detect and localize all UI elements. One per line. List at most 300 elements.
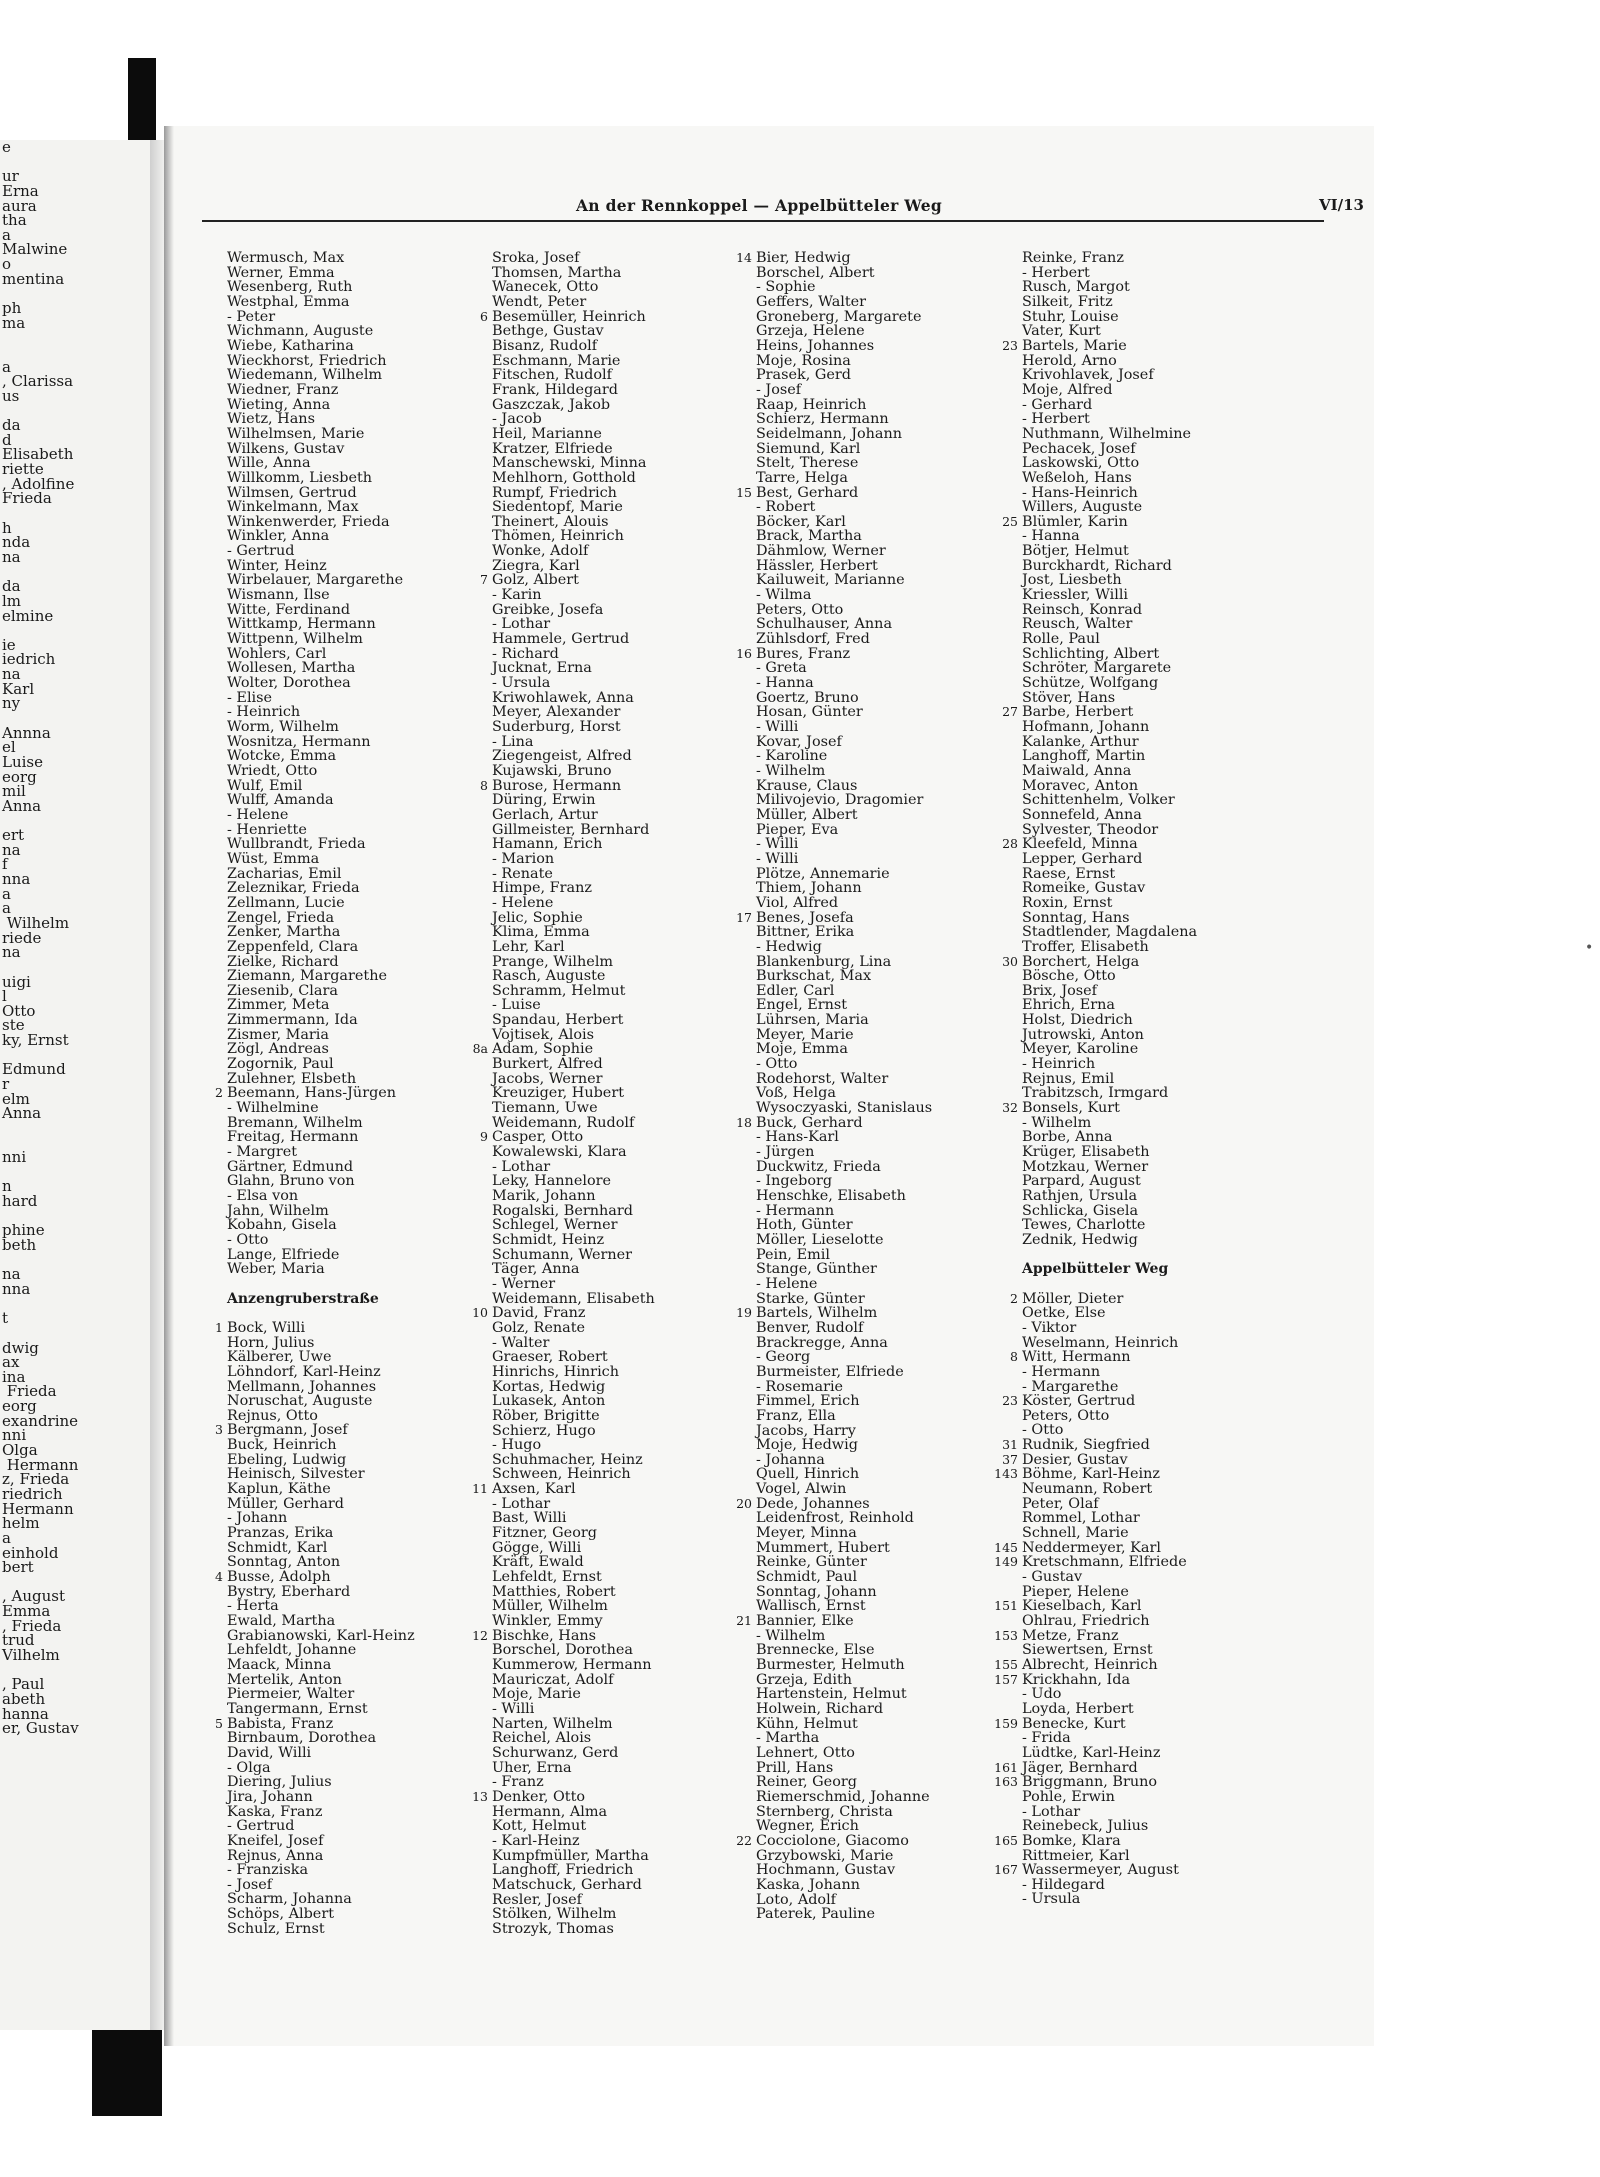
resident-name: Rittmeier, Karl	[1022, 1847, 1130, 1864]
resident-entry	[227, 1130, 415, 1145]
resident-name: - Richard	[492, 645, 559, 662]
resident-entry	[1022, 691, 1197, 706]
resident-name: Noruschat, Auguste	[227, 1393, 373, 1410]
resident-name: - Hugo	[492, 1437, 542, 1454]
resident-entry	[492, 1204, 655, 1219]
resident-name: Schlegel, Werner	[492, 1217, 618, 1234]
house-number: 12	[472, 1627, 488, 1643]
resident-name: Kailuweit, Marianne	[756, 572, 905, 589]
left-page-line: riette	[2, 460, 44, 479]
resident-entry	[1002, 1393, 1197, 1410]
resident-name: Jacobs, Werner	[492, 1070, 603, 1087]
resident-name: Blümler, Karin	[1022, 513, 1128, 530]
resident-entry	[756, 1130, 932, 1145]
resident-name: Bergmann, Josef	[227, 1422, 348, 1439]
resident-entry	[227, 573, 415, 588]
resident-entry	[492, 1849, 655, 1864]
resident-name: Schulhauser, Anna	[756, 616, 893, 633]
scan-border-top-left	[128, 58, 156, 144]
resident-name: Tangermann, Ernst	[227, 1700, 368, 1717]
left-page-line: mentina	[2, 269, 65, 288]
resident-entry	[1022, 867, 1197, 882]
resident-entry	[1022, 984, 1197, 999]
resident-entry	[227, 1101, 415, 1116]
resident-entry	[1022, 1892, 1197, 1907]
resident-entry	[756, 632, 932, 647]
resident-name: - Wilhelm	[756, 1627, 826, 1644]
resident-name: Adam, Sophie	[492, 1041, 594, 1058]
resident-name: Hochmann, Gustav	[756, 1862, 896, 1879]
resident-entry	[227, 1775, 415, 1790]
resident-name: Wegner, Erich	[756, 1818, 859, 1835]
resident-entry	[472, 1627, 655, 1644]
resident-name: Gerlach, Artur	[492, 806, 598, 823]
resident-entry	[492, 1394, 655, 1409]
resident-name: Zengel, Frieda	[227, 909, 335, 926]
resident-name: Scharm, Johanna	[227, 1891, 352, 1908]
left-page-line: ph	[2, 299, 22, 318]
resident-entry	[756, 1086, 932, 1101]
resident-entry	[480, 308, 655, 325]
resident-name: Grzeja, Edith	[756, 1671, 853, 1688]
resident-name: Borbe, Anna	[1022, 1129, 1113, 1146]
resident-entry	[227, 632, 415, 647]
resident-name: Jelic, Sophie	[492, 909, 583, 926]
resident-entry	[756, 544, 932, 559]
resident-name: Stöver, Hans	[1022, 689, 1116, 706]
left-page-line: Hermann	[2, 1499, 74, 1518]
left-page-line: , August	[2, 1587, 66, 1606]
resident-entry	[1022, 764, 1197, 779]
house-number: 17	[736, 909, 752, 925]
resident-entry	[994, 1656, 1197, 1673]
resident-entry	[492, 1555, 655, 1570]
resident-name: Thomsen, Martha	[492, 264, 622, 281]
resident-name: Prasek, Gerd	[756, 367, 852, 384]
resident-name: - Martha	[756, 1730, 820, 1747]
resident-name: Peter, Olaf	[1022, 1495, 1099, 1512]
resident-name: Ziesenib, Clara	[227, 982, 338, 999]
house-number: 8	[480, 777, 488, 793]
house-number: 22	[736, 1832, 752, 1848]
resident-name: Siedentopf, Marie	[492, 499, 623, 516]
resident-entry	[492, 1189, 655, 1204]
resident-name: - Hans-Heinrich	[1022, 484, 1138, 501]
left-page-line: , Adolfine	[2, 474, 75, 493]
resident-name: Bystry, Eberhard	[227, 1583, 351, 1600]
resident-entry	[492, 1819, 655, 1834]
resident-entry	[756, 1467, 932, 1482]
resident-entry	[1002, 953, 1197, 970]
resident-name: Rolle, Paul	[1022, 631, 1100, 648]
resident-name: Piermeier, Walter	[227, 1686, 355, 1703]
resident-name: - Greta	[756, 660, 807, 677]
resident-name: Pieper, Eva	[756, 821, 839, 838]
resident-entry	[227, 368, 415, 383]
resident-entry	[756, 705, 932, 720]
house-number: 20	[736, 1495, 752, 1511]
resident-entry	[492, 1072, 655, 1087]
resident-entry	[227, 1248, 415, 1263]
resident-entry	[756, 779, 932, 794]
resident-entry	[492, 1863, 655, 1878]
resident-entry	[227, 383, 415, 398]
resident-entry	[492, 383, 655, 398]
page-number: VI/13	[1318, 196, 1364, 214]
resident-name: Westphal, Emma	[227, 293, 350, 310]
resident-name: Wassermeyer, August	[1022, 1862, 1179, 1879]
resident-name: Weidemann, Elisabeth	[492, 1290, 655, 1307]
resident-entry	[756, 925, 932, 940]
resident-name: Hamann, Erich	[492, 836, 603, 853]
resident-name: Bomke, Klara	[1022, 1832, 1121, 1849]
resident-entry	[492, 837, 655, 852]
resident-entry	[492, 1643, 655, 1658]
resident-name: David, Willi	[227, 1744, 312, 1761]
resident-name: - Wilhelm	[756, 762, 826, 779]
house-number: 163	[994, 1774, 1018, 1790]
resident-entry	[756, 969, 932, 984]
resident-name: Weßeloh, Hans	[1022, 469, 1132, 486]
resident-entry	[227, 911, 415, 926]
resident-name: Zögl, Andreas	[227, 1041, 329, 1058]
resident-entry	[756, 456, 932, 471]
resident-entry	[227, 1057, 415, 1072]
left-page-line: Anna	[2, 796, 42, 815]
house-number: 16	[736, 645, 752, 661]
resident-entry	[480, 572, 655, 589]
resident-entry	[1022, 1849, 1197, 1864]
house-number: 5	[215, 1715, 223, 1731]
resident-name: Raese, Ernst	[1022, 865, 1116, 882]
resident-name: Vojtisek, Alois	[492, 1026, 594, 1043]
house-number: 25	[1002, 513, 1018, 529]
resident-name: - Ingeborg	[756, 1173, 833, 1190]
house-number: 37	[1002, 1451, 1018, 1467]
resident-name: - Willi	[756, 719, 799, 735]
resident-entry	[756, 1775, 932, 1790]
left-page-line: Olga	[2, 1441, 38, 1460]
resident-name: Wohlers, Carl	[227, 645, 327, 662]
resident-entry	[492, 1277, 655, 1292]
resident-name: Lührsen, Maria	[756, 1012, 869, 1029]
resident-name: Stange, Günther	[756, 1261, 877, 1278]
left-page-line: Anna	[2, 1104, 42, 1123]
resident-name: Kujawski, Bruno	[492, 762, 612, 779]
left-page-line: r	[2, 1075, 10, 1093]
house-number: 165	[994, 1832, 1018, 1848]
resident-name: Schmidt, Karl	[227, 1539, 328, 1556]
resident-entry	[492, 705, 655, 720]
resident-name: Lukasek, Anton	[492, 1393, 606, 1410]
resident-name: Blankenburg, Lina	[756, 953, 892, 970]
resident-name: Milivojevio, Dragomier	[756, 792, 924, 809]
resident-entry	[994, 1715, 1197, 1732]
resident-name: Willkomm, Liesbeth	[227, 469, 373, 486]
resident-entry	[1022, 617, 1197, 632]
resident-name: Witt, Hermann	[1022, 1349, 1131, 1366]
resident-entry	[492, 486, 655, 501]
left-page-line: ur	[2, 167, 19, 186]
resident-entry	[756, 1541, 932, 1556]
resident-entry	[492, 940, 655, 955]
resident-name: - Karoline	[756, 748, 828, 765]
resident-name: - Heinrich	[227, 704, 301, 721]
resident-entry	[227, 661, 415, 676]
resident-name: Weselmann, Heinrich	[1022, 1334, 1179, 1351]
resident-name: Böcker, Karl	[756, 513, 846, 530]
resident-entry	[492, 1218, 655, 1233]
resident-name: Seidelmann, Johann	[756, 425, 903, 442]
left-page-line: lm	[2, 591, 22, 610]
resident-name: Wismann, Ilse	[227, 587, 330, 604]
house-number: 28	[1002, 836, 1018, 852]
resident-name: Jost, Liesbeth	[1022, 572, 1122, 589]
resident-entry	[492, 1731, 655, 1746]
resident-name: - Lothar	[492, 1495, 551, 1512]
directory-column-2	[472, 250, 655, 1937]
resident-entry	[227, 1834, 415, 1849]
resident-name: Schlicka, Gisela	[1022, 1202, 1139, 1219]
resident-name: - Elsa von	[227, 1188, 299, 1204]
resident-entry	[472, 1788, 655, 1805]
house-number: 21	[736, 1613, 752, 1629]
resident-entry	[736, 645, 932, 662]
resident-name: Holwein, Richard	[756, 1700, 884, 1717]
resident-name: Burkschat, Max	[756, 968, 872, 985]
resident-entry	[1022, 442, 1197, 457]
resident-name: Pohle, Erwin	[1022, 1788, 1115, 1805]
resident-entry	[492, 1116, 655, 1131]
left-page-line: eorg	[2, 1397, 37, 1416]
resident-name: Motzkau, Werner	[1022, 1158, 1149, 1175]
resident-entry	[756, 354, 932, 369]
blank-line	[227, 1277, 415, 1292]
left-page-line: t	[2, 1309, 9, 1328]
house-number: 32	[1002, 1100, 1018, 1116]
resident-entry	[1022, 1878, 1197, 1893]
resident-entry	[756, 1453, 932, 1468]
resident-entry	[736, 1613, 932, 1630]
resident-name: - Herbert	[1022, 264, 1090, 281]
resident-name: Desier, Gustav	[1022, 1451, 1128, 1468]
resident-name: Bremann, Wilhelm	[227, 1114, 363, 1131]
resident-name: Brackregge, Anna	[756, 1334, 888, 1351]
left-page-line	[0, 1253, 155, 1268]
resident-entry	[1022, 1042, 1197, 1057]
resident-name: Reinsch, Konrad	[1022, 601, 1143, 618]
resident-entry	[756, 310, 932, 325]
resident-name: Roxin, Ernst	[1022, 894, 1113, 911]
resident-entry	[1022, 1790, 1197, 1805]
resident-entry	[227, 1042, 415, 1057]
resident-entry	[1022, 676, 1197, 691]
house-number: 157	[994, 1671, 1018, 1687]
resident-name: Wermusch, Max	[227, 250, 345, 266]
left-page-line: uigi	[2, 972, 31, 991]
resident-name: Kumpfmüller, Martha	[492, 1847, 649, 1864]
resident-entry	[492, 808, 655, 823]
resident-entry	[227, 471, 415, 486]
resident-entry	[756, 1907, 932, 1922]
resident-entry	[756, 1863, 932, 1878]
resident-name: Zühlsdorf, Fred	[756, 631, 870, 648]
resident-name: Heins, Johannes	[756, 337, 875, 354]
resident-entry	[492, 1585, 655, 1600]
resident-entry	[492, 735, 655, 750]
resident-name: - Gerhard	[1022, 396, 1093, 413]
resident-entry	[227, 559, 415, 574]
resident-entry	[756, 867, 932, 882]
resident-name: Matthies, Robert	[492, 1583, 616, 1600]
resident-entry	[756, 720, 932, 735]
resident-name: Busse, Adolph	[227, 1569, 331, 1586]
resident-entry	[227, 867, 415, 882]
resident-entry	[756, 1321, 932, 1336]
resident-entry	[756, 1570, 932, 1585]
resident-name: Stelt, Therese	[756, 455, 859, 472]
resident-name: Lepper, Gerhard	[1022, 850, 1143, 867]
resident-name: Zielke, Richard	[227, 953, 339, 970]
resident-name: Wüst, Emma	[227, 850, 320, 867]
resident-name: Duckwitz, Frieda	[756, 1158, 881, 1175]
resident-entry	[1022, 1511, 1197, 1526]
resident-entry	[227, 793, 415, 808]
resident-name: Vogel, Alwin	[756, 1481, 847, 1498]
resident-name: - Willi	[756, 850, 799, 867]
resident-name: Kriessler, Willi	[1022, 587, 1129, 604]
resident-name: Winkelmann, Max	[227, 499, 359, 516]
resident-name: Kleefeld, Minna	[1022, 836, 1138, 853]
left-page-line	[0, 286, 155, 301]
resident-name: - Johann	[227, 1510, 288, 1527]
resident-name: Gärtner, Edmund	[227, 1158, 354, 1175]
resident-entry	[756, 1643, 932, 1658]
resident-name: Kortas, Hedwig	[492, 1378, 606, 1395]
resident-entry	[492, 398, 655, 413]
house-number: 161	[994, 1759, 1018, 1775]
resident-name: Bock, Willi	[227, 1319, 306, 1336]
resident-name: - Wilhelm	[1022, 1114, 1092, 1131]
resident-entry	[227, 1336, 415, 1351]
left-page-line: , Paul	[2, 1675, 45, 1694]
resident-entry	[1022, 1321, 1197, 1336]
resident-entry	[227, 1702, 415, 1717]
resident-entry	[492, 1028, 655, 1043]
resident-entry	[492, 617, 655, 632]
resident-name: Birnbaum, Dorothea	[227, 1730, 377, 1747]
resident-entry	[492, 1057, 655, 1072]
left-page-line	[0, 155, 155, 170]
resident-entry	[227, 1511, 415, 1526]
resident-name: Leidenfrost, Reinhold	[756, 1510, 914, 1527]
left-page-line: aura	[2, 196, 37, 215]
resident-entry	[492, 295, 655, 310]
resident-entry	[492, 852, 655, 867]
left-page-line: , Frieda	[2, 1616, 62, 1635]
resident-name: Pranzas, Erika	[227, 1525, 334, 1542]
resident-name: Pechacek, Josef	[1022, 440, 1136, 457]
resident-entry	[227, 808, 415, 823]
resident-entry	[736, 1305, 932, 1322]
resident-entry	[492, 1248, 655, 1263]
resident-entry	[756, 984, 932, 999]
resident-name: Ziegengeist, Alfred	[492, 748, 632, 765]
resident-entry	[227, 1174, 415, 1189]
left-page-line: elm	[2, 1089, 30, 1108]
resident-name: Zulehner, Elsbeth	[227, 1070, 357, 1087]
left-page-line: bert	[2, 1558, 34, 1577]
resident-name: Burmester, Helmuth	[756, 1657, 905, 1673]
resident-entry	[1022, 1130, 1197, 1145]
resident-entry	[492, 1761, 655, 1776]
resident-name: Viol, Alfred	[756, 894, 839, 911]
resident-entry	[492, 896, 655, 911]
resident-name: Wiebe, Katharina	[227, 337, 354, 354]
resident-entry	[1010, 1290, 1197, 1307]
resident-name: Worm, Wilhelm	[227, 719, 339, 735]
resident-entry	[756, 280, 932, 295]
resident-name: Silkeit, Fritz	[1022, 293, 1113, 310]
resident-entry	[227, 603, 415, 618]
resident-name: Bethge, Gustav	[492, 323, 604, 340]
resident-name: Wiedner, Franz	[227, 381, 339, 398]
resident-name: Rejnus, Otto	[227, 1407, 318, 1424]
left-page-line: a	[2, 1528, 11, 1547]
resident-entry	[492, 1365, 655, 1380]
resident-name: Raap, Heinrich	[756, 396, 867, 413]
resident-name: Vater, Kurt	[1022, 323, 1101, 340]
resident-entry	[736, 1114, 932, 1131]
resident-name: Bartels, Marie	[1022, 337, 1127, 354]
resident-entry	[227, 1892, 415, 1907]
resident-entry	[492, 544, 655, 559]
resident-name: Kowalewski, Klara	[492, 1144, 627, 1161]
resident-name: Rogalski, Bernhard	[492, 1202, 633, 1219]
resident-name: Mellmann, Johannes	[227, 1378, 377, 1395]
resident-entry	[492, 1101, 655, 1116]
resident-entry	[756, 1746, 932, 1761]
resident-entry	[1022, 720, 1197, 735]
resident-name: Matschuck, Gerhard	[492, 1876, 642, 1893]
resident-name: David, Franz	[492, 1305, 586, 1322]
resident-name: Rasch, Auguste	[492, 968, 606, 985]
resident-entry	[994, 1671, 1197, 1688]
left-page-line: l	[2, 987, 7, 1006]
resident-name: Wollesen, Martha	[227, 660, 356, 677]
resident-entry	[227, 1541, 415, 1556]
resident-entry	[480, 1129, 655, 1146]
left-page-line	[0, 565, 155, 580]
resident-name: Bast, Willi	[492, 1510, 567, 1527]
resident-name: Neddermeyer, Karl	[1022, 1539, 1161, 1556]
resident-entry	[1022, 1746, 1197, 1761]
resident-entry	[480, 777, 655, 794]
resident-entry	[1022, 749, 1197, 764]
resident-name: Wietz, Hans	[227, 411, 315, 428]
resident-entry	[492, 1922, 655, 1937]
resident-entry	[227, 427, 415, 442]
resident-name: Glahn, Bruno von	[227, 1173, 355, 1190]
resident-name: - Willi	[756, 836, 799, 853]
resident-name: Wiedemann, Wilhelm	[227, 367, 383, 384]
resident-name: Zeppenfeld, Clara	[227, 938, 359, 955]
house-number: 143	[994, 1466, 1018, 1482]
resident-entry	[1022, 1526, 1197, 1541]
resident-name: Buck, Gerhard	[756, 1114, 863, 1131]
resident-name: Horn, Julius	[227, 1334, 315, 1351]
left-page-line: na	[2, 547, 21, 566]
